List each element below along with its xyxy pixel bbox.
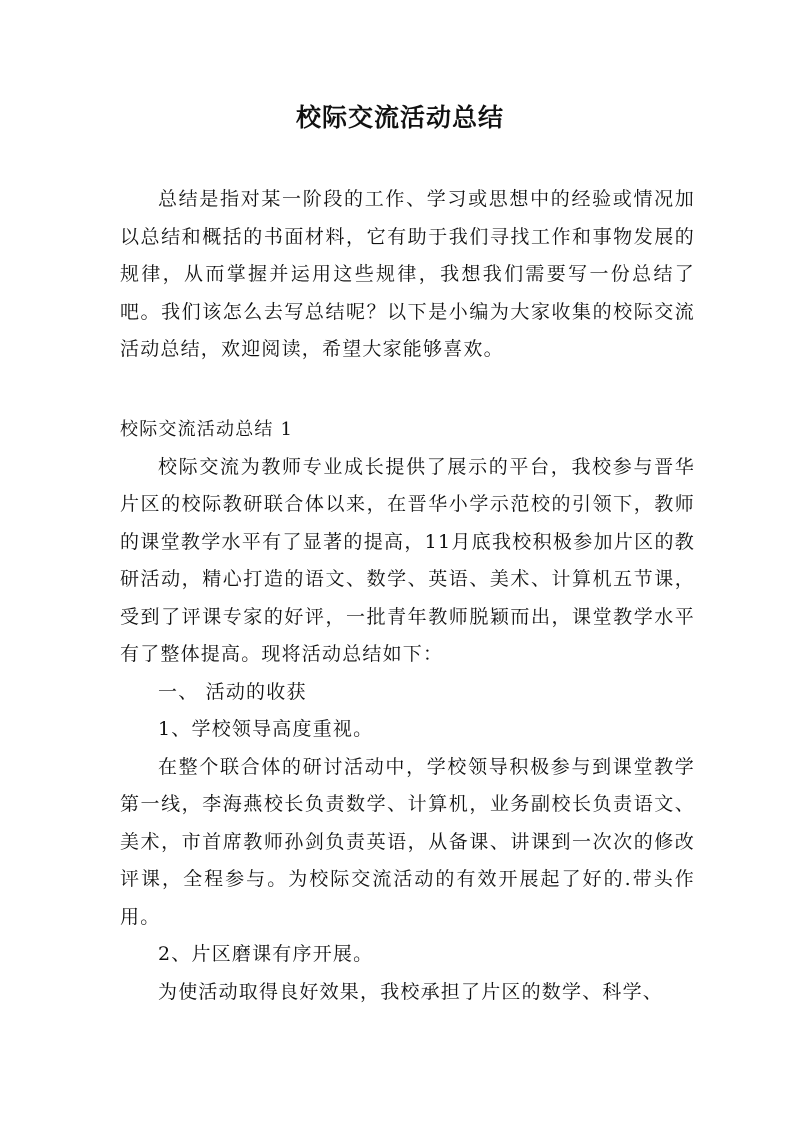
body-paragraph: 在整个联合体的研讨活动中，学校领导积极参与到课堂教学第一线，李海燕校长负责数学、计算机，业务副校长负责语文、美术，市首席教师孙剑负责英语，从备课、讲课到一次次的修改评课，全程参与。为校际交流活动的有效开展起了好的.带头作用。 [120, 755, 695, 928]
section-subtitle: 校际交流活动总结 1 [120, 419, 294, 440]
section-heading-harvest: 一、 活动的收获 [158, 680, 307, 703]
body-paragraph: 校际交流为教师专业成长提供了展示的平台，我校参与晋华片区的校际教研联合体以来，在晋华小学示范校的引领下，教师的课堂教学水平有了显著的提高，11月底我校积极参加片区的教研活动，精心打造的语文、数学、英语、美术、计算机五节课，受到了评课专家的好评，一批青年教师脱颖而出，课堂教学水平有了整体提高。现将活动总结如下： [120, 455, 695, 665]
body-paragraph: 为使活动取得良好效果，我校承担了片区的数学、科学、 [158, 980, 664, 1003]
intro-section [120, 181, 695, 369]
point-heading-1: 1、学校领导高度重视。 [158, 718, 374, 740]
document-title: 校际交流活动总结 [295, 103, 504, 132]
point-heading-2: 2、片区磨课有序开展。 [158, 943, 374, 965]
section-1 [120, 411, 695, 1011]
intro-paragraph: 总结是指对某一阶段的工作、学习或思想中的经验或情况加以总结和概括的书面材料，它有助于我们寻找工作和事物发展的规律，从而掌握并运用这些规律，我想我们需要写一份总结了吧。我们该怎么去写总结呢？以下是小编为大家收集的校际交流活动总结，欢迎阅读，希望大家能够喜欢。 [120, 188, 695, 360]
